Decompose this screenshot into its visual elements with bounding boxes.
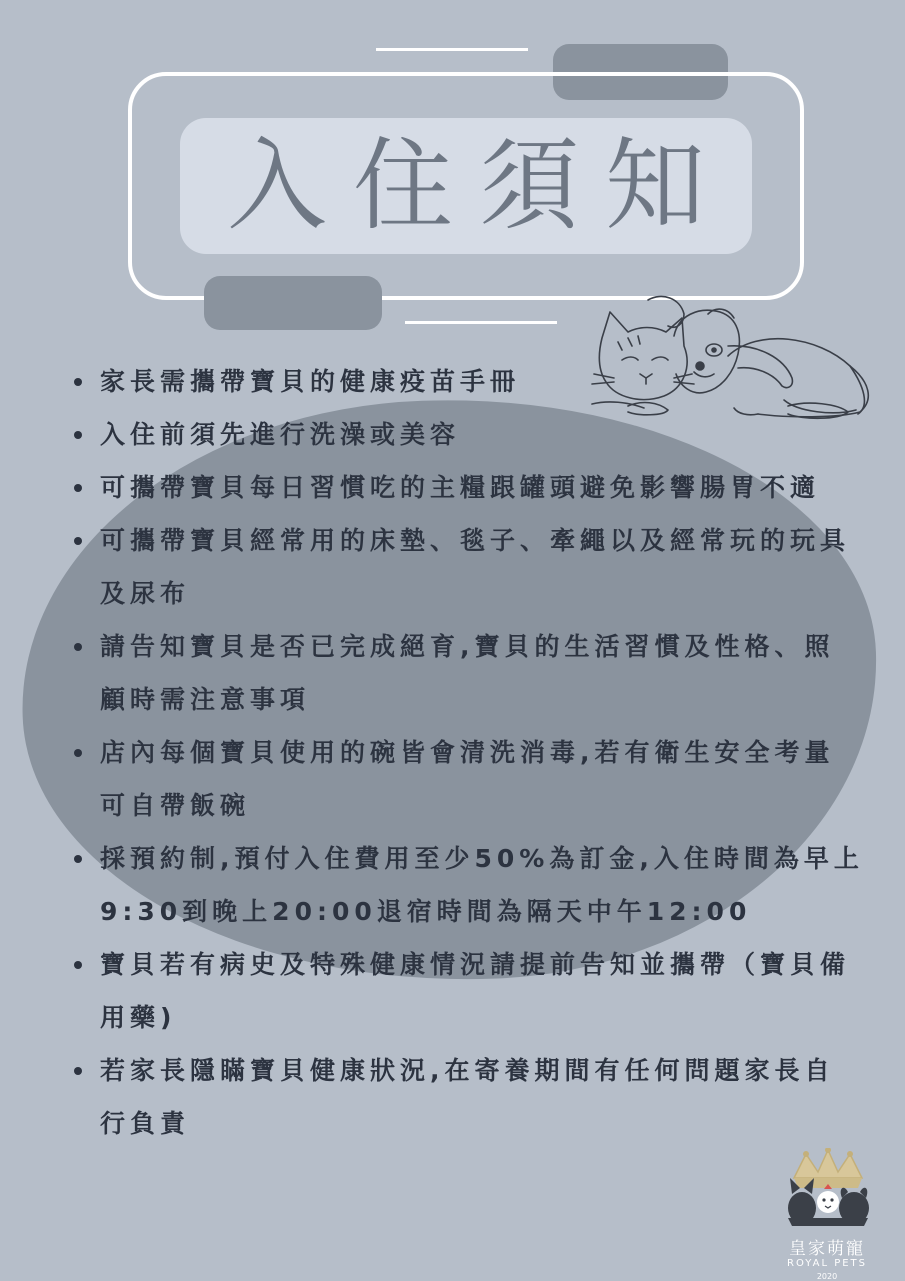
brand-logo (762, 1148, 892, 1280)
crown-with-pets-icon (780, 1148, 876, 1230)
bullet-icon (74, 643, 82, 651)
notice-text: 寶貝若有病史及特殊健康情況請提前告知並攜帶（寶貝備用藥) (100, 950, 851, 1032)
title-panel (180, 118, 752, 254)
notice-text: 家長需攜帶寶貝的健康疫苗手冊 (100, 367, 521, 396)
list-item (64, 620, 864, 726)
notice-text: 可攜帶寶貝經常用的床墊、毯子、牽繩以及經常玩的玩具及尿布 (100, 526, 851, 608)
bullet-icon (74, 961, 82, 969)
bullet-icon (74, 1067, 82, 1075)
notice-text: 可攜帶寶貝每日習慣吃的主糧跟罐頭避免影響腸胃不適 (100, 473, 821, 502)
list-item (64, 832, 864, 938)
logo-name-en: ROYAL PETS (787, 1258, 867, 1269)
decorative-pill-bottom (204, 276, 382, 330)
logo-name-cn: 皇家萌寵 (789, 1239, 865, 1259)
notice-text: 請告知寶貝是否已完成絕育,寶貝的生活習慣及性格、照顧時需注意事項 (100, 632, 835, 714)
notice-text: 採預約制,預付入住費用至少50%為訂金,入住時間為早上9:30到晚上20:00退宿時間為隔天中午12:00 (100, 844, 864, 926)
bullet-icon (74, 855, 82, 863)
bullet-icon (74, 431, 82, 439)
bullet-icon (74, 749, 82, 757)
page-title: 入住須知 (227, 127, 731, 244)
notice-text: 入住前須先進行洗澡或美容 (100, 420, 461, 449)
list-item (64, 461, 864, 514)
bullet-icon (74, 537, 82, 545)
notice-text: 店內每個寶貝使用的碗皆會清洗消毒,若有衛生安全考量可自帶飯碗 (100, 738, 835, 820)
list-item (64, 514, 864, 620)
notice-text: 若家長隱瞞寶貝健康狀況,在寄養期間有任何問題家長自行負責 (100, 1056, 835, 1138)
bullet-icon (74, 378, 82, 386)
logo-year: 2020 (816, 1272, 838, 1281)
decorative-line-bottom (405, 321, 557, 324)
bullet-icon (74, 484, 82, 492)
decorative-line-top (376, 48, 528, 51)
list-item (64, 1044, 864, 1150)
notice-list (64, 355, 864, 1150)
list-item (64, 408, 864, 461)
list-item (64, 726, 864, 832)
list-item (64, 355, 864, 408)
list-item (64, 938, 864, 1044)
